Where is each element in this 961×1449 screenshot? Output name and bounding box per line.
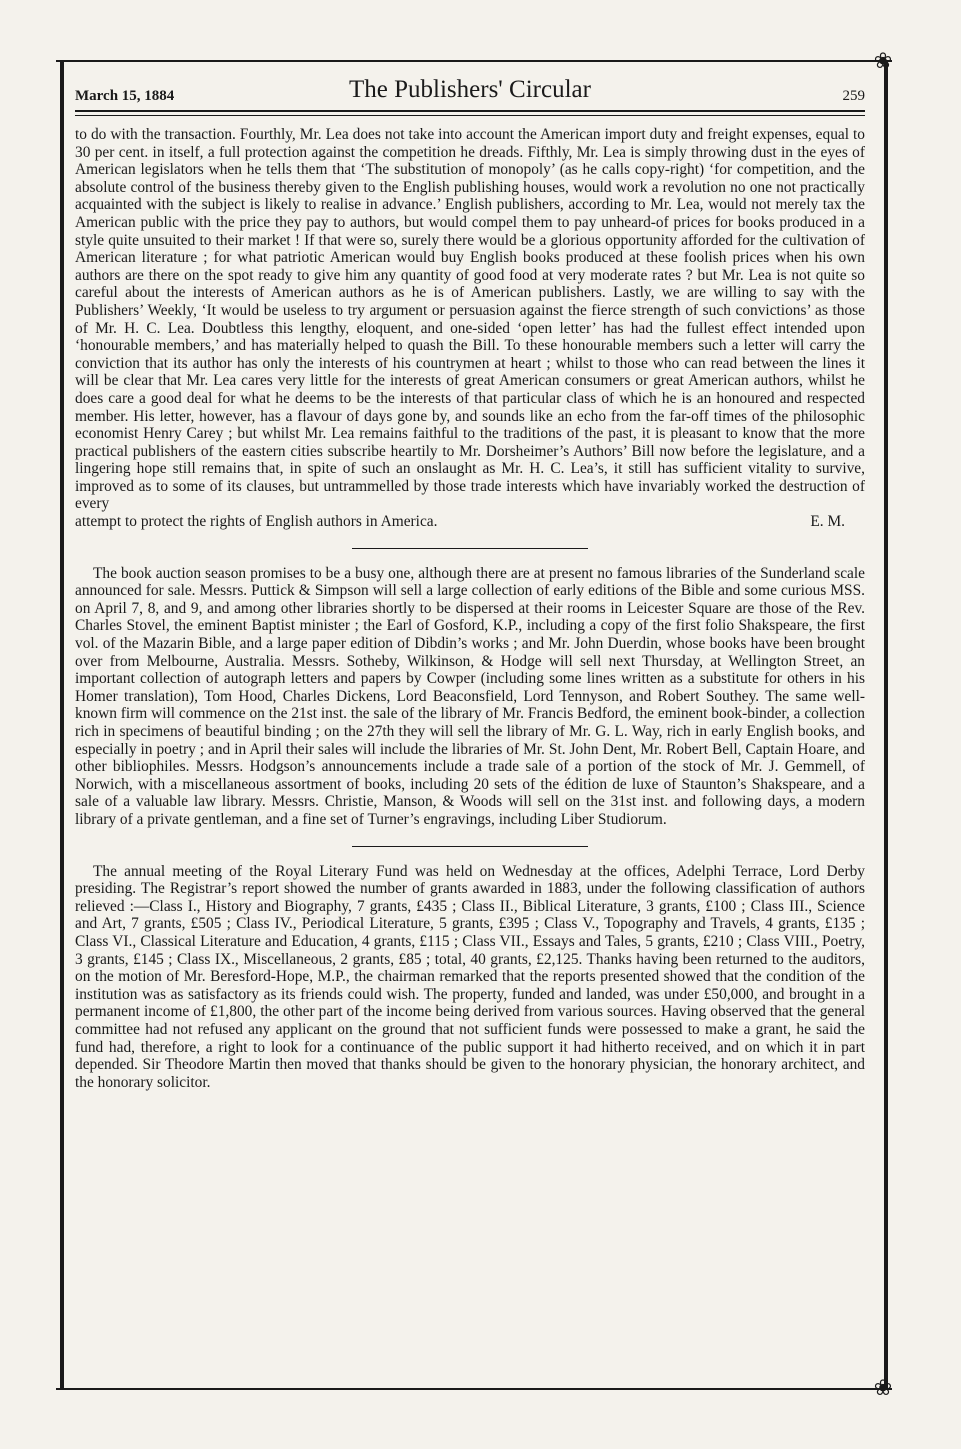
corner-ornament-top-right: ❀ xyxy=(873,48,893,73)
article-lea-closing xyxy=(75,513,865,531)
frame-bottom-rule xyxy=(56,1388,892,1390)
frame-top-rule xyxy=(56,60,892,62)
book-auction-paragraph: The book auction season promises to be a busy one, although there are at present no famous libraries of the Sunderland scale announced for sale. Messrs. Puttick & Simpson will sell a large collection of early editions of the Bible and some curious MSS. on April 7, 8, and 9, and among other libraries shortly to be dispersed at their rooms in Leicester Square are those of the Rev. Charles Stovel, the eminent Baptist minister ; the Earl of Gosford, K.P., including a copy of the first folio Shakspeare, the first vol. of the Mazarin Bible, and a large paper edition of Dibdin’s works ; and Mr. John Duerdin, whose books have been brought over from Melbourne, Australia. Messrs. Sotheby, Wilkinson, & Hodge will sell next Thursday, at Wellington Street, an important collection of autograph letters and papers by Cowper (including some lines written as a substitute for others in his Homer translation), Tom Hood, Charles Dickens, Lord Beaconsfield, Lord Tennyson, and Robert Southey. The same well-known firm will commence on the 21st inst. the sale of the library of Mr. Francis Bedford, the eminent book-binder, a collection rich in specimens of beautiful binding ; on the 27th they will sell the library of Mr. G. L. Way, rich in early English books, and especially in poetry ; and in April their sales will include the libraries of Mr. St. John Dent, Mr. Robert Bell, Captain Hoare, and other bibliophiles. Messrs. Hodgson’s announcements include a trade sale of a portion of the stock of Mr. J. Gemmell, of Norwich, with a miscellaneous assortment of books, including 20 sets of the édition de luxe of Staunton’s Shakspeare, and a sale of a valuable law library. Messrs. Christie, Manson, & Woods will sell on the 31st inst. and following days, a modern library of a private gentleman, and a fine set of Turner’s engravings, including Liber Studiorum. xyxy=(75,564,865,828)
literary-fund-paragraph: The annual meeting of the Royal Literary Fund was held on Wednesday at the offices, Adelphi Terrace, Lord Derby presiding. The Registrar’s report showed the number of grants awarded in 1883, under the following classification of authors relieved :—Class I., History and Biography, 7 grants, £435 ; Class II., Biblical Literature, 3 grants, £100 ; Class III., Science and Art, 7 grants, £505 ; Class IV., Periodical Literature, 5 grants, £395 ; Class V., Topography and Travels, 4 grants, £135 ; Class VI., Classical Literature and Education, 4 grants, £115 ; Class VII., Essays and Tales, 5 grants, £210 ; Class VIII., Poetry, 3 grants, £145 ; Class IX., Miscellaneous, 2 grants, £85 ; total, 40 grants, £2,125. Thanks having been returned to the auditors, on the motion of Mr. Beresford-Hope, M.P., the chairman remarked that the reports presented showed that the condition of the institution was as satisfactory as its friends could wish. The property, funded and landed, was under £50,000, and brought in a permanent income of £1,800, the other part of the income being derived from various sources. Having observed that the general committee had not refused any applicant on the ground that not sufficient funds were possessed to make a grant, he said the fund had, therefore, a right to look for a continuance of the public support it had hitherto received, and on which it in part depended. Sir Theodore Martin then moved that thanks should be given to the honorary physician, the honorary architect, and the honorary solicitor. xyxy=(75,862,865,1091)
page-content xyxy=(75,76,865,1091)
section-divider xyxy=(352,846,588,847)
section-divider xyxy=(352,548,588,549)
author-signature: E. M. xyxy=(810,513,845,531)
header-double-rule xyxy=(75,115,865,116)
page-number: 259 xyxy=(842,88,865,104)
issue-date: March 15, 1884 xyxy=(75,88,175,104)
article-lea-paragraph: to do with the transaction. Fourthly, Mr. Lea does not take into account the American import duty and freight expenses, equal to 30 per cent. in itself, a full protection against the competition he dreads. Fifthly, Mr. Lea is simply throwing dust in the eyes of American legislators when he tells them that ‘The substitution of monopoly’ (as he calls copy-right) ‘for competition, and the absolute control of the business thereby given to the English publishing houses, would work a revolution no one not practically acquainted with the subject is likely to realise in advance.’ English publishers, according to Mr. Lea, would not merely tax the American public with the price they pay to authors, but would compel them to pay unheard-of prices for books produced in a style quite unsuited to their market ! If that were so, surely there would be a glorious opportunity afforded for the cultivation of American literature ; for what patriotic American would buy English books produced at these foolish prices when his own authors are there on the spot ready to give him any quantity of good food at very moderate rates ? but Mr. Lea is not quite so careful about the interests of American authors as he is of American publishers. Lastly, we are willing to say with the Publishers’ Weekly, ‘It would be useless to try argument or persuasion against the fierce strength of such convictions’ as those of Mr. H. C. Lea. Doubtless this lengthy, eloquent, and one-sided ‘open letter’ has had the fullest effect intended upon ‘honourable members,’ and has materially helped to quash the Bill. To these honourable members such a letter will carry the conviction that its author has only the interests of his countrymen at heart ; whilst to those who can read between the lines it will be clear that Mr. Lea cares very little for the interests of great American consumers or great American authors, whilst he does care a good deal for what he deems to be the interests of that particular class of which he is an honoured and respected member. His letter, however, has a flavour of days gone by, and sounds like an echo from the far-off times of the philosophic economist Henry Carey ; but whilst Mr. Lea remains faithful to the traditions of the past, it is pleasant to know that the more practical publishers of the eastern cities subscribe heartily to Mr. Dorsheimer’s Authors’ Bill now before the legislature, and a lingering hope still remains that, in spite of such an onslaught as Mr. H. C. Lea’s, it still has sufficient vitality to survive, improved as to some of its clauses, but untrammelled by those trade interests which have invariably worked the destruction of every xyxy=(75,126,865,513)
running-header xyxy=(75,76,865,112)
corner-ornament-bottom-right: ❀ xyxy=(873,1375,893,1400)
article-lea-last-line: attempt to protect the rights of English authors in America. xyxy=(75,513,438,531)
article-text xyxy=(75,126,865,1091)
publication-title: The Publishers' Circular xyxy=(349,76,591,103)
